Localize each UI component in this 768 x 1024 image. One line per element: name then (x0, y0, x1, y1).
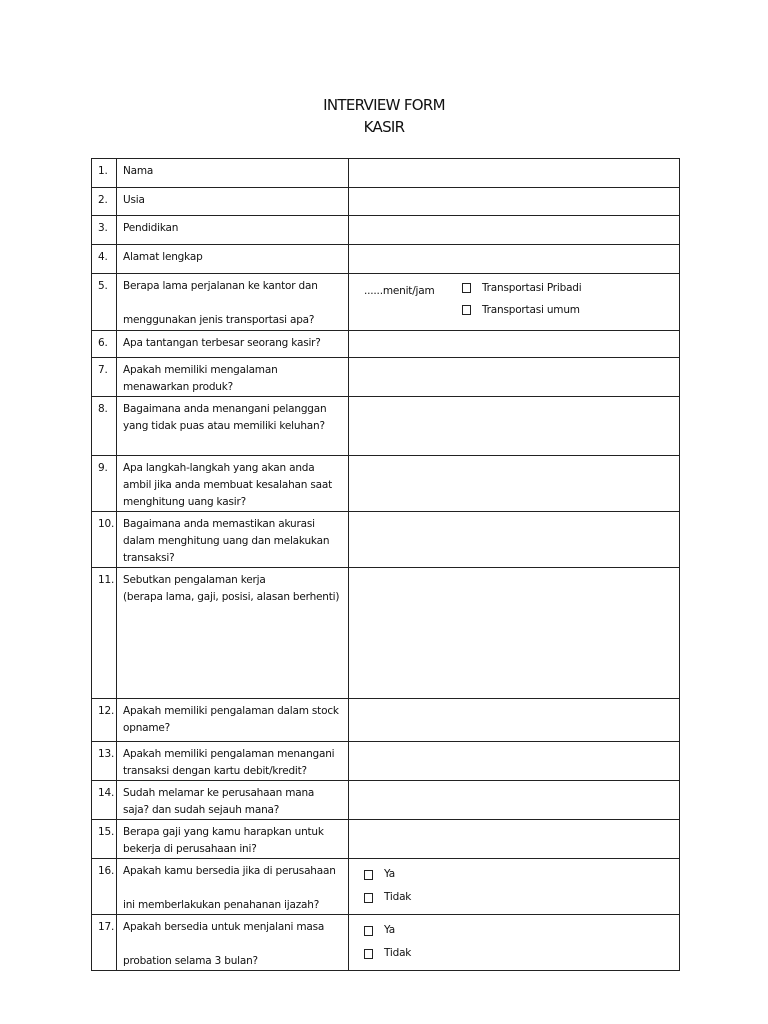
question-label (117, 742, 349, 781)
option-label: Transportasi Pribadi (482, 281, 582, 294)
question-label (117, 274, 349, 331)
question-label (117, 397, 349, 456)
question-label (117, 188, 349, 216)
form-row-8 (92, 397, 680, 456)
form-title (0, 94, 768, 138)
question-label (117, 781, 349, 820)
option-tidak[interactable] (364, 942, 679, 965)
form-title-line1: INTERVIEW FORM (323, 96, 445, 114)
form-row-17 (92, 915, 680, 971)
row-number: 4. (92, 245, 117, 274)
row-number: 11. (92, 568, 117, 699)
interview-form-table (91, 158, 680, 971)
row-number: 14. (92, 781, 117, 820)
form-row-2 (92, 188, 680, 216)
option-ya[interactable] (364, 919, 679, 942)
answer-field-alamat[interactable] (349, 245, 680, 274)
answer-field-tantangan[interactable] (349, 331, 680, 358)
question-label (117, 512, 349, 568)
question-label (117, 216, 349, 245)
answer-field-keluhan[interactable] (349, 397, 680, 456)
yes-no-options (349, 915, 679, 965)
row-number: 7. (92, 358, 117, 397)
checkbox-icon[interactable] (364, 926, 373, 936)
answer-field-pendidikan[interactable] (349, 216, 680, 245)
answer-field-menawarkan-produk[interactable] (349, 358, 680, 397)
question-text: Bagaimana anda memastikan akurasi dalam menghitung uang dan melakukan transaksi? (123, 518, 330, 564)
option-ya[interactable] (364, 863, 679, 886)
question-text: Apakah memiliki pengalaman dalam stock opname? (123, 705, 339, 734)
answer-field-pengalaman-kerja[interactable] (349, 568, 680, 699)
question-text: Nama (123, 165, 154, 177)
row-number: 2. (92, 188, 117, 216)
question-text: Apakah memiliki pengalaman menangani transaksi dengan kartu debit/kredit? (123, 748, 335, 777)
row-number: 6. (92, 331, 117, 358)
answer-field-akurasi[interactable] (349, 512, 680, 568)
question-text: Berapa lama perjalanan ke kantor dan menggunakan jenis transportasi apa? (123, 280, 318, 326)
form-row-10 (92, 512, 680, 568)
row-number: 10. (92, 512, 117, 568)
question-text: Usia (123, 194, 145, 206)
row-number: 8. (92, 397, 117, 456)
question-text: Berapa gaji yang kamu harapkan untuk bekerja di perusahaan ini? (123, 826, 324, 855)
form-row-12 (92, 699, 680, 742)
form-row-3 (92, 216, 680, 245)
form-row-4 (92, 245, 680, 274)
question-text: Apakah kamu bersedia jika di perusahaan ini memberlakukan penahanan ijazah? (123, 865, 336, 911)
question-label (117, 358, 349, 397)
answer-field-melamar[interactable] (349, 781, 680, 820)
form-title-line2: KASIR (363, 118, 405, 136)
row-number: 17. (92, 915, 117, 971)
row-number: 16. (92, 859, 117, 915)
checkbox-icon[interactable] (462, 305, 471, 315)
row-number: 12. (92, 699, 117, 742)
question-text: Apa langkah-langkah yang akan anda ambil jika anda membuat kesalahan saat menghitung uang kasir? (123, 462, 333, 508)
form-row-7 (92, 358, 680, 397)
answer-field-kartu-debit[interactable] (349, 742, 680, 781)
question-label (117, 915, 349, 971)
question-label (117, 245, 349, 274)
option-label: Tidak (384, 891, 412, 903)
question-text: Apakah bersedia untuk menjalani masa probation selama 3 bulan? (123, 921, 325, 967)
answer-field-kesalahan[interactable] (349, 456, 680, 512)
option-transportasi-umum[interactable] (462, 299, 582, 321)
row-number: 15. (92, 820, 117, 859)
question-label (117, 820, 349, 859)
option-label: Transportasi umum (482, 303, 580, 316)
form-row-9 (92, 456, 680, 512)
form-row-1 (92, 159, 680, 188)
menit-jam-field[interactable]: ......menit/jam (364, 285, 435, 297)
option-label: Ya (384, 924, 396, 936)
yes-no-options (349, 859, 679, 909)
question-text: Apa tantangan terbesar seorang kasir? (123, 337, 321, 349)
question-text: Sudah melamar ke perusahaan mana saja? dan sudah sejauh mana? (123, 787, 315, 816)
question-label (117, 331, 349, 358)
row-number: 5. (92, 274, 117, 331)
answer-field-gaji[interactable] (349, 820, 680, 859)
option-transportasi-pribadi[interactable] (462, 277, 582, 299)
question-label (117, 456, 349, 512)
form-row-6 (92, 331, 680, 358)
question-label (117, 859, 349, 915)
row-number: 3. (92, 216, 117, 245)
question-text: Sebutkan pengalaman kerja (berapa lama, gaji, posisi, alasan berhenti) (123, 574, 340, 603)
answer-field-ijazah (349, 859, 680, 915)
answer-field-usia[interactable] (349, 188, 680, 216)
question-text: Pendidikan (123, 222, 179, 234)
question-label (117, 699, 349, 742)
option-tidak[interactable] (364, 886, 679, 909)
question-text: Bagaimana anda menangani pelanggan yang tidak puas atau memiliki keluhan? (123, 403, 327, 432)
question-text: Alamat lengkap (123, 251, 203, 263)
question-label (117, 568, 349, 699)
question-text: Apakah memiliki mengalaman menawarkan produk? (123, 364, 278, 393)
answer-field-transportasi (349, 274, 680, 331)
option-label: Tidak (384, 947, 412, 959)
transport-options (462, 277, 582, 321)
checkbox-icon[interactable] (462, 283, 471, 293)
row-number: 1. (92, 159, 117, 188)
form-row-16 (92, 859, 680, 915)
row-number: 13. (92, 742, 117, 781)
question-label (117, 159, 349, 188)
row-number: 9. (92, 456, 117, 512)
answer-field-stock-opname[interactable] (349, 699, 680, 742)
answer-field-probation (349, 915, 680, 971)
form-row-11 (92, 568, 680, 699)
checkbox-icon[interactable] (364, 870, 373, 880)
form-row-5 (92, 274, 680, 331)
form-row-15 (92, 820, 680, 859)
answer-field-nama[interactable] (349, 159, 680, 188)
checkbox-icon[interactable] (364, 893, 373, 903)
option-label: Ya (384, 868, 396, 880)
form-row-13 (92, 742, 680, 781)
checkbox-icon[interactable] (364, 949, 373, 959)
form-row-14 (92, 781, 680, 820)
